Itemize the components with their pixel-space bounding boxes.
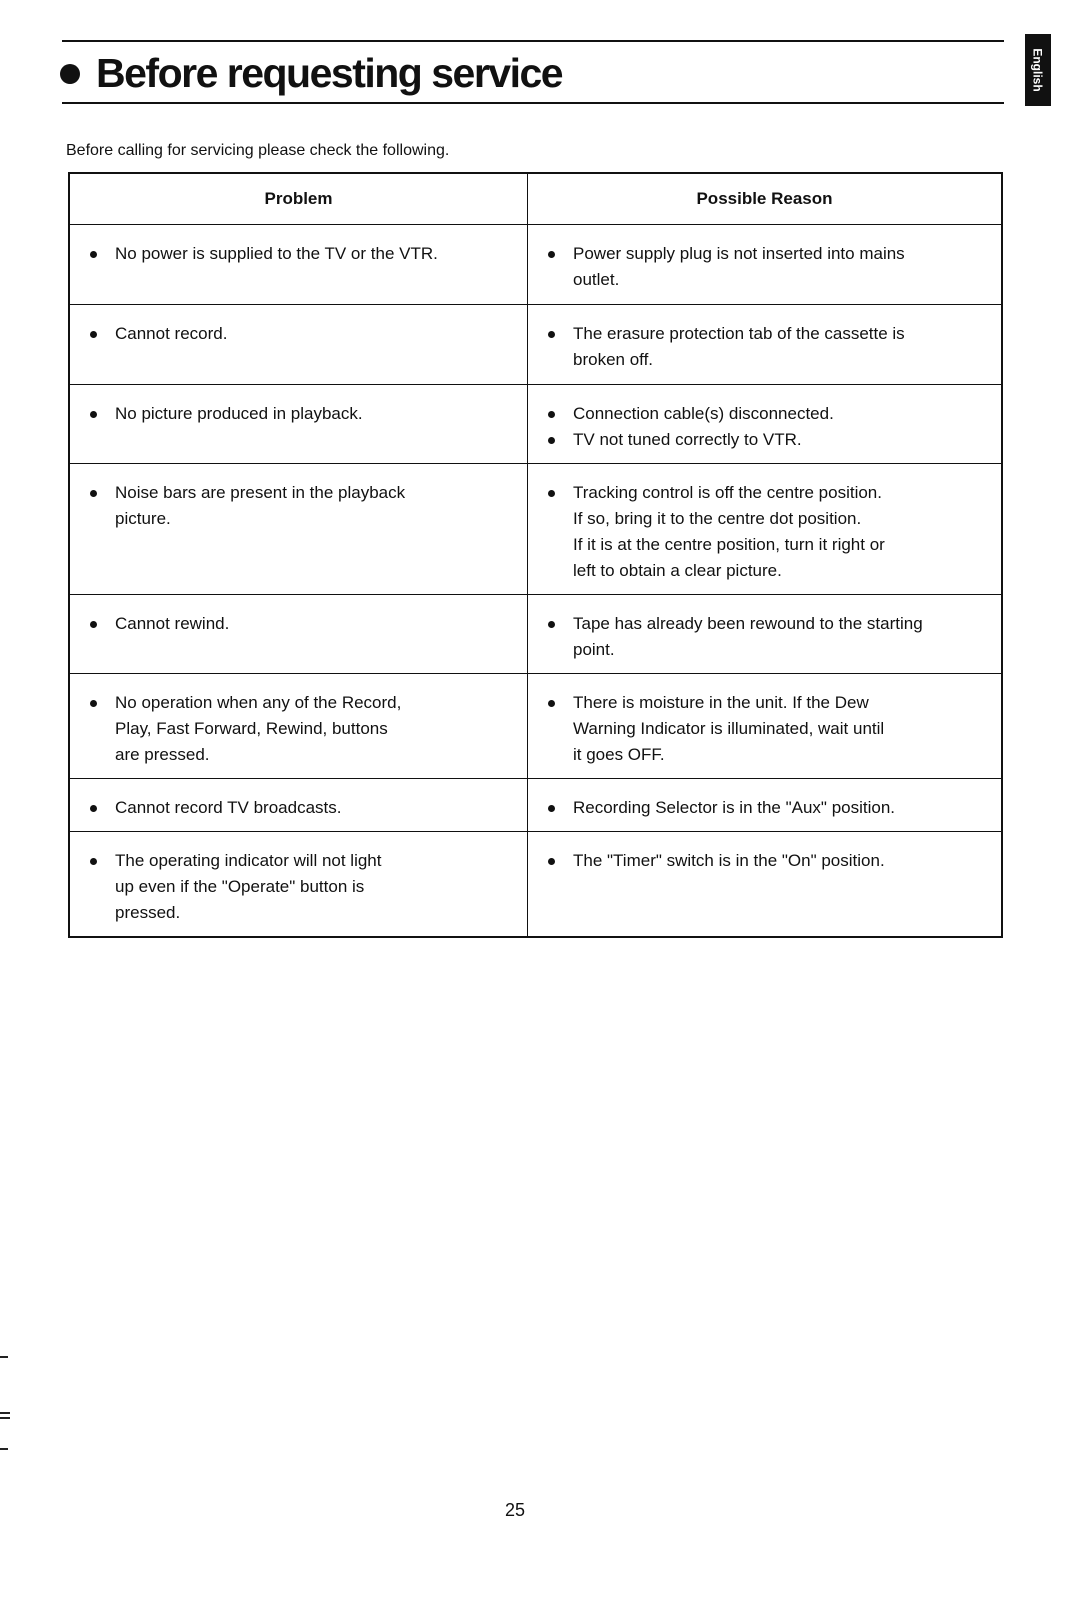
problem-item: [90, 321, 513, 347]
margin-mark: [0, 1417, 10, 1419]
problem-text: The operating indicator will not light up even if the "Operate" button is pressed.: [115, 851, 382, 922]
reason-item: [548, 795, 987, 821]
reason-text: Tracking control is off the centre position. If so, bring it to the centre dot position. If it is at the centre position, turn it right or left to obtain a clear picture.: [573, 483, 885, 580]
troubleshooting-table: [68, 172, 1003, 938]
bullet-icon: [548, 805, 555, 812]
bullet-icon: [90, 411, 97, 418]
reason-item: [548, 321, 987, 373]
reason-text: There is moisture in the unit. If the Dew Warning Indicator is illuminated, wait until it goes OFF.: [573, 693, 885, 764]
table-row: [69, 305, 1002, 385]
margin-mark: [0, 1448, 8, 1450]
reason-text: Connection cable(s) disconnected.: [573, 404, 834, 423]
problem-column-header: Problem: [69, 173, 528, 225]
problem-text: No operation when any of the Record, Play, Fast Forward, Rewind, buttons are pressed.: [115, 693, 402, 764]
bullet-icon: [548, 251, 555, 258]
title-top-rule: [62, 40, 1004, 42]
bullet-icon: [90, 251, 97, 258]
reason-item: [548, 241, 987, 293]
language-tab-label: English: [1031, 48, 1045, 92]
reason-item: [548, 480, 987, 584]
reason-cell: [528, 779, 1003, 832]
problem-text: Cannot rewind.: [115, 614, 230, 633]
margin-mark: [0, 1356, 8, 1358]
reason-text: Recording Selector is in the "Aux" position.: [573, 798, 896, 817]
language-tab: [1025, 34, 1051, 106]
bullet-icon: [548, 437, 555, 444]
table-body: [69, 225, 1002, 938]
reason-cell: [528, 674, 1003, 779]
problem-cell: [69, 305, 528, 385]
problem-text: Cannot record TV broadcasts.: [115, 798, 342, 817]
reason-item: [548, 690, 987, 768]
table-row: [69, 674, 1002, 779]
reason-cell: [528, 225, 1003, 305]
problem-item: [90, 241, 513, 267]
reason-cell: [528, 595, 1003, 674]
bullet-icon: [548, 331, 555, 338]
title-bullet-icon: [60, 64, 80, 84]
bullet-icon: [90, 621, 97, 628]
problem-item: [90, 611, 513, 637]
problem-cell: [69, 832, 528, 938]
reason-text: The "Timer" switch is in the "On" position.: [573, 851, 885, 870]
bullet-icon: [548, 490, 555, 497]
reason-cell: [528, 464, 1003, 595]
problem-item: [90, 401, 513, 427]
table-row: [69, 779, 1002, 832]
reason-item: [548, 427, 987, 453]
bullet-icon: [548, 700, 555, 707]
reason-text: Tape has already been rewound to the starting point.: [573, 614, 923, 659]
problem-cell: [69, 595, 528, 674]
problem-text: No picture produced in playback.: [115, 404, 363, 423]
margin-mark: [0, 1412, 10, 1414]
table-row: [69, 595, 1002, 674]
problem-item: [90, 690, 513, 768]
problem-text: Cannot record.: [115, 324, 228, 343]
table-row: [69, 464, 1002, 595]
intro-text: Before calling for servicing please check the following.: [66, 142, 450, 159]
problem-cell: [69, 385, 528, 464]
title-bottom-rule: [62, 102, 1004, 104]
bullet-icon: [548, 411, 555, 418]
reason-text: Power supply plug is not inserted into mains outlet.: [573, 244, 905, 289]
problem-text: Noise bars are present in the playback picture.: [115, 483, 406, 528]
reason-column-header: Possible Reason: [528, 173, 1003, 225]
bullet-icon: [90, 331, 97, 338]
table-row: [69, 225, 1002, 305]
table-row: [69, 385, 1002, 464]
table-header-row: [69, 173, 1002, 225]
reason-cell: [528, 385, 1003, 464]
bullet-icon: [90, 805, 97, 812]
reason-item: [548, 848, 987, 874]
problem-item: [90, 795, 513, 821]
table-row: [69, 832, 1002, 938]
bullet-icon: [90, 858, 97, 865]
bullet-icon: [548, 621, 555, 628]
reason-item: [548, 401, 987, 427]
problem-item: [90, 848, 513, 926]
reason-text: The erasure protection tab of the cassette is broken off.: [573, 324, 905, 369]
problem-cell: [69, 779, 528, 832]
problem-item: [90, 480, 513, 532]
page-title-text: Before requesting service: [96, 50, 563, 96]
problem-cell: [69, 464, 528, 595]
bullet-icon: [90, 490, 97, 497]
reason-cell: [528, 832, 1003, 938]
bullet-icon: [548, 858, 555, 865]
page-title: [60, 50, 562, 97]
reason-cell: [528, 305, 1003, 385]
problem-cell: [69, 225, 528, 305]
bullet-icon: [90, 700, 97, 707]
reason-item: [548, 611, 987, 663]
problem-text: No power is supplied to the TV or the VTR.: [115, 244, 438, 263]
problem-cell: [69, 674, 528, 779]
page-number: 25: [504, 1500, 526, 1520]
reason-text: TV not tuned correctly to VTR.: [573, 430, 802, 449]
